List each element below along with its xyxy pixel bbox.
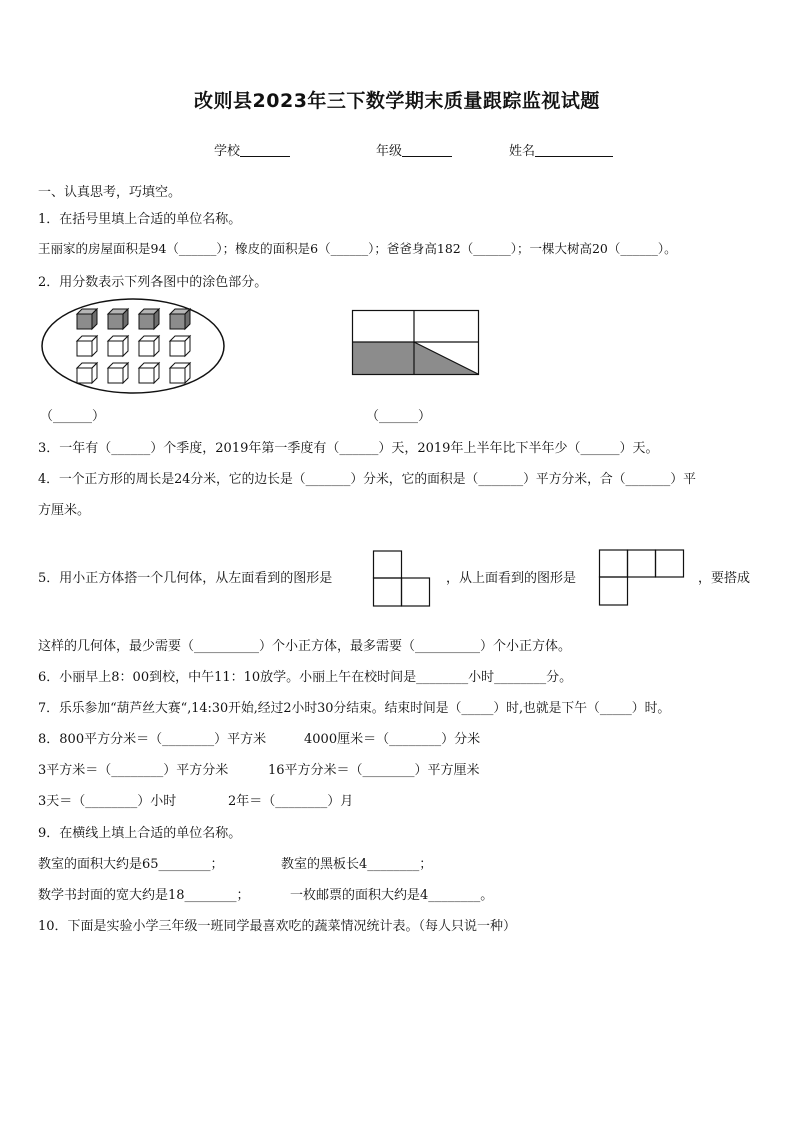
q5-part1: 5．用小正方体搭一个几何体，从左面看到的图形是	[38, 571, 333, 586]
school-blank[interactable]	[240, 142, 290, 157]
q5-part3: ，要搭成	[698, 571, 751, 586]
q1-stem: 1．在括号里填上合适的单位名称。	[38, 212, 242, 227]
school-field	[214, 140, 290, 159]
top-view-figure	[599, 549, 687, 607]
name-blank[interactable]	[535, 142, 613, 157]
grade-label: 年级	[376, 144, 403, 159]
cube	[170, 336, 190, 356]
q9-b: 教室的黑板长4________；	[281, 857, 433, 872]
q6: 6．小丽早上8：00到校，中午11：10放学。小丽上午在校时间是________小时________分。	[38, 670, 573, 685]
q9-stem: 9．在横线上填上合适的单位名称。	[38, 826, 242, 841]
q8-e: 3天＝（________）小时	[38, 794, 177, 809]
name-field	[509, 140, 613, 159]
q1-line: 王丽家的房屋面积是94（______）；橡皮的面积是6（______）；爸爸身高182（______）；一棵大树高20（______）。	[38, 241, 677, 256]
cube	[139, 363, 159, 383]
q9-a: 教室的面积大约是65________；	[38, 857, 224, 872]
shaded-cube	[77, 309, 97, 329]
cube	[108, 363, 128, 383]
grade-field	[376, 140, 452, 159]
left-view-figure	[373, 550, 433, 608]
school-label: 学校	[214, 144, 241, 159]
shaded-cube	[108, 309, 128, 329]
cube	[139, 336, 159, 356]
section-heading: 一、认真思考，巧填空。	[38, 185, 182, 200]
q9-d: 一枚邮票的面积大约是4________。	[290, 888, 494, 903]
q8-a: 8．800平方分米＝（________）平方米	[38, 732, 267, 747]
cube	[77, 363, 97, 383]
q4-line1: 4．一个正方形的周长是24分米，它的边长是（_______）分米，它的面积是（_______）平方分米，合（_______）平	[38, 472, 696, 487]
cube	[170, 363, 190, 383]
q8-c: 3平方米＝（________）平方分米	[38, 763, 229, 778]
rectangle-figure	[352, 310, 480, 376]
q2-answer-right[interactable]: （______）	[366, 409, 432, 424]
q8-b: 4000厘米＝（________）分米	[304, 732, 481, 747]
cube	[77, 336, 97, 356]
q8-f: 2年＝（________）月	[228, 794, 354, 809]
q5-line2: 这样的几何体，最少需要（__________）个小正方体，最多需要（__________）个小正方体。	[38, 639, 572, 654]
q3: 3．一年有（______）个季度，2019年第一季度有（______）天，2019年上半年比下半年少（______）天。	[38, 441, 659, 456]
shaded-cube	[170, 309, 190, 329]
cube	[108, 336, 128, 356]
shaded-cube	[139, 309, 159, 329]
q4-line2: 方厘米。	[38, 503, 91, 518]
name-label: 姓名	[509, 144, 536, 159]
cube-oval-figure	[40, 296, 230, 396]
q5-part2: ，从上面看到的图形是	[446, 571, 577, 586]
q8-d: 16平方分米＝（________）平方厘米	[268, 763, 480, 778]
q10: 10．下面是实验小学三年级一班同学最喜欢吃的蔬菜情况统计表。（每人只说一种）	[38, 919, 517, 934]
q9-c: 数学书封面的宽大约是18________；	[38, 888, 250, 903]
q7: 7．乐乐参加“葫芦丝大赛“,14:30开始,经过2小时30分结束。结束时间是（_____）时,也就是下午（_____）时。	[38, 701, 671, 716]
page-title: 改则县2023年三下数学期末质量跟踪监视试题	[194, 90, 600, 112]
q2-stem: 2．用分数表示下列各图中的涂色部分。	[38, 275, 268, 290]
grade-blank[interactable]	[402, 142, 452, 157]
q2-answer-left[interactable]: （______）	[40, 409, 106, 424]
